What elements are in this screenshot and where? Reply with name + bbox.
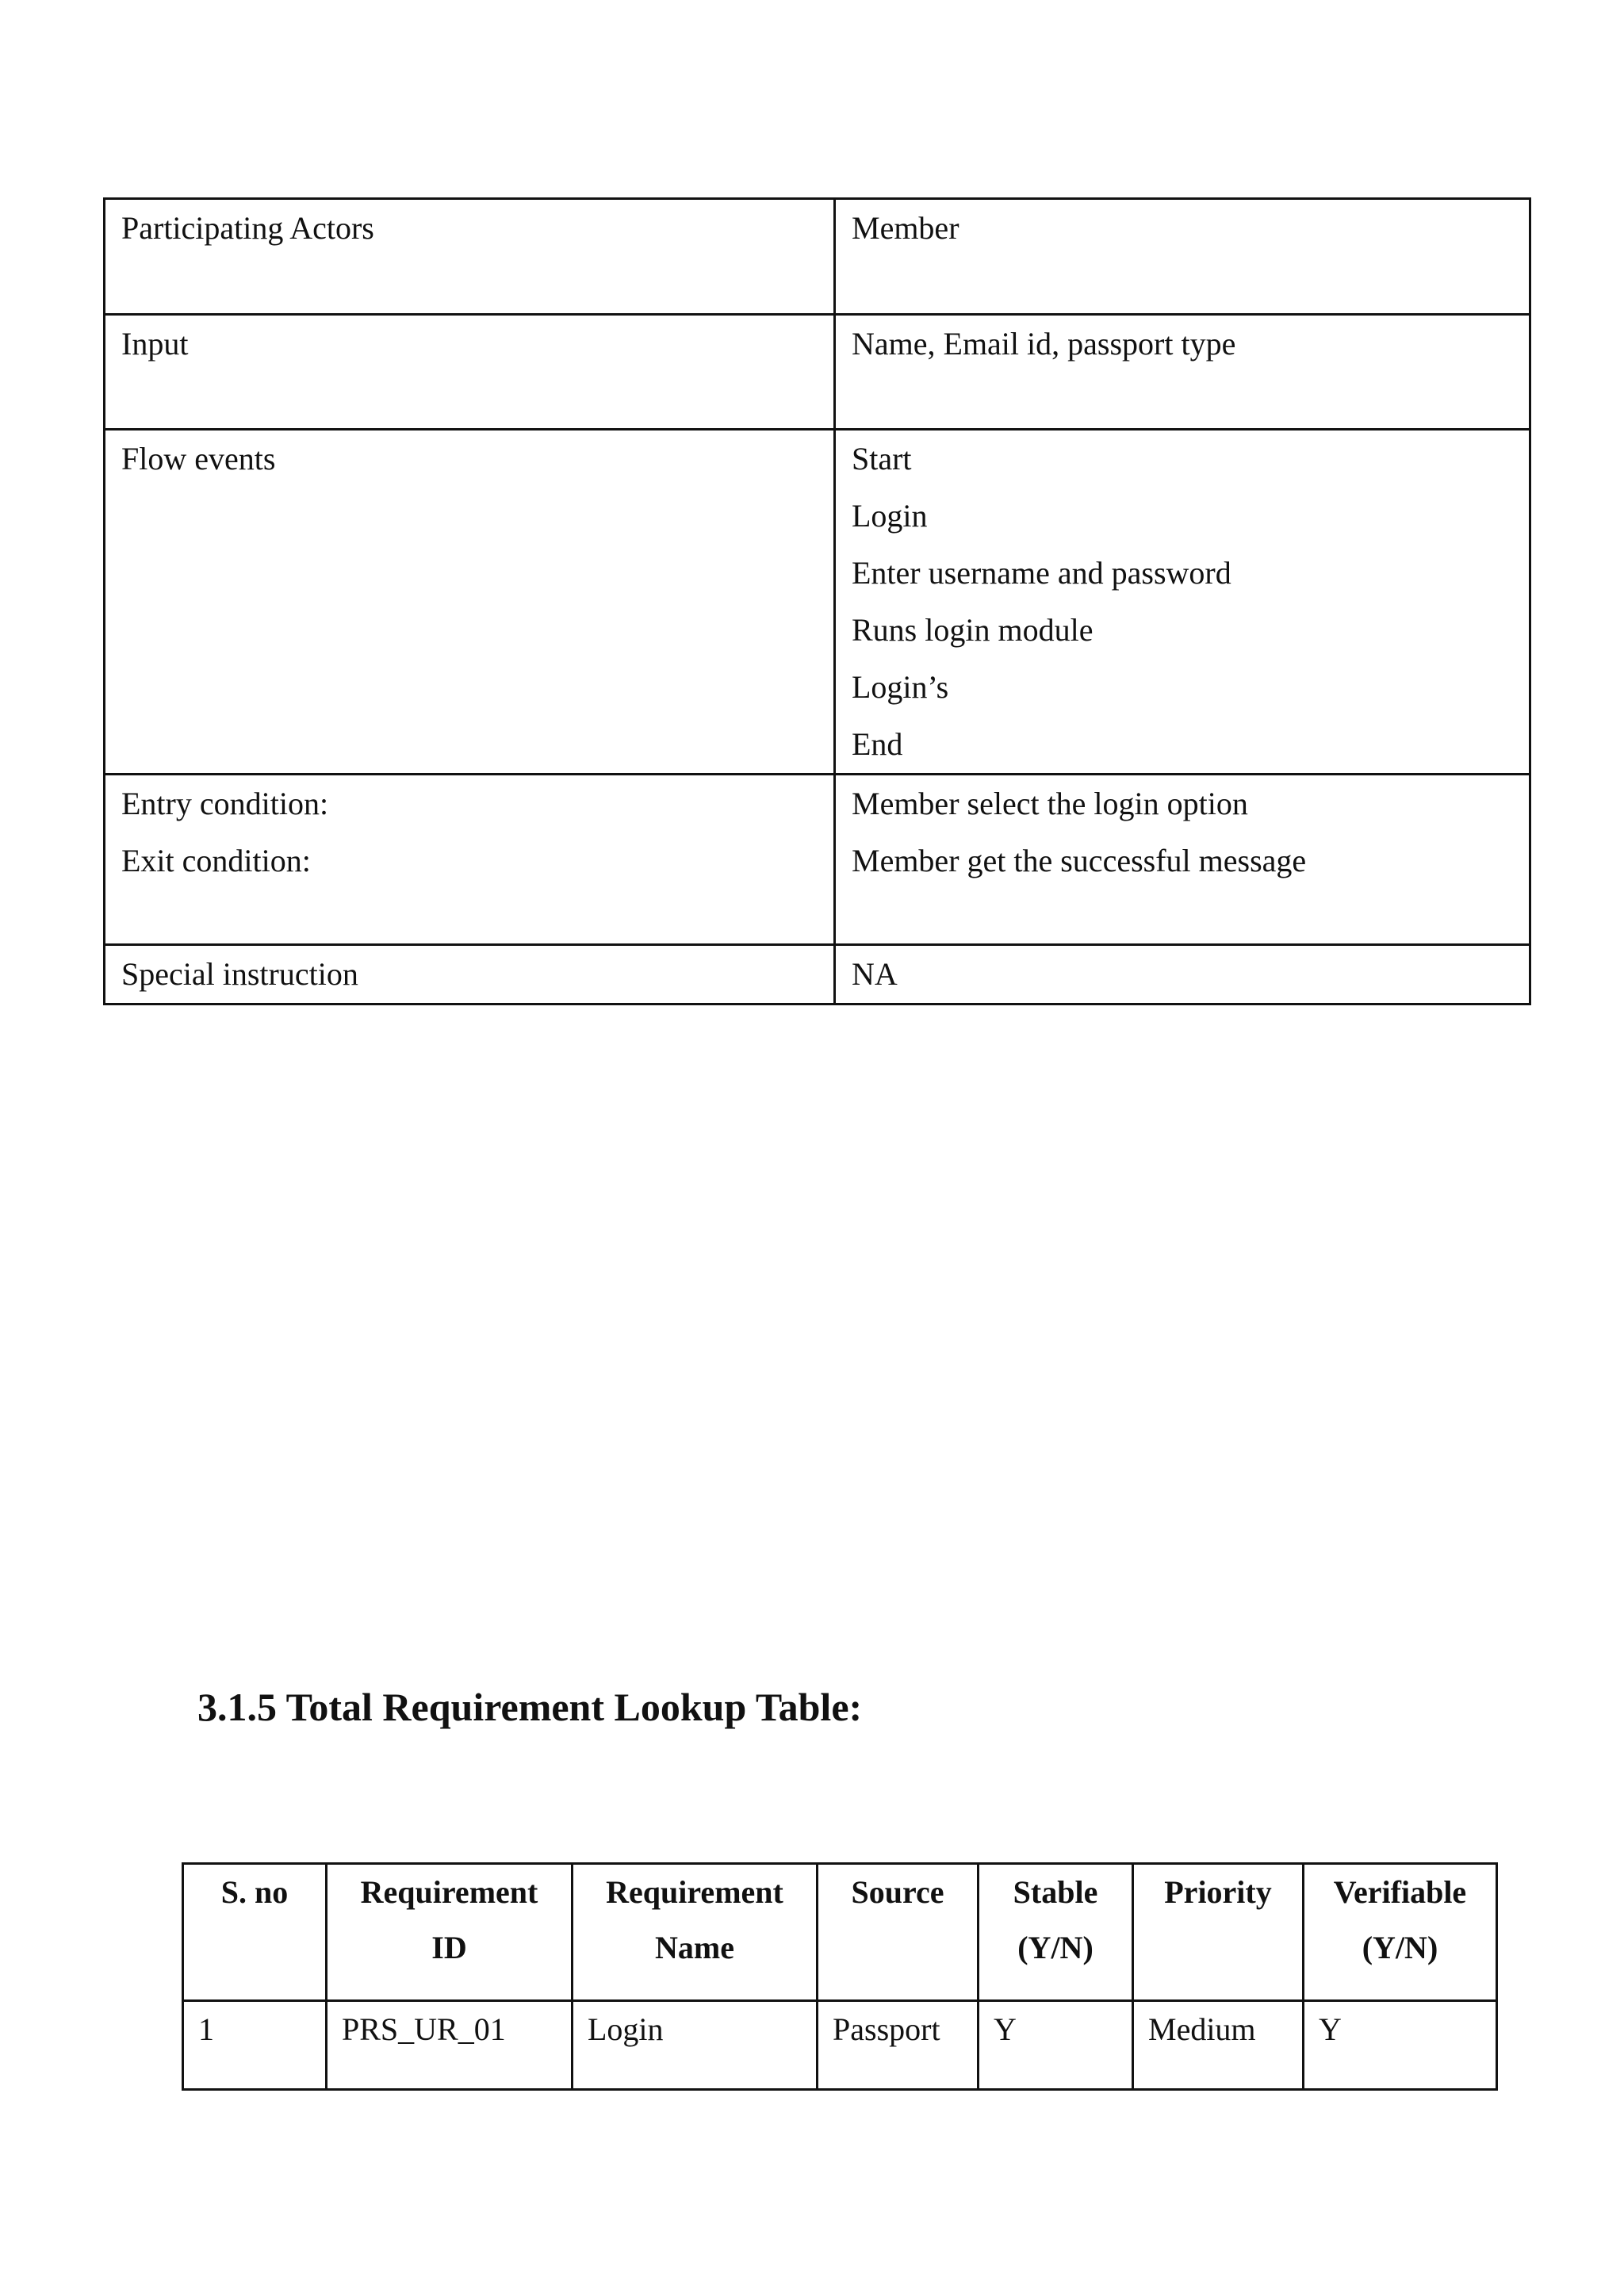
usecase-value-cell: [835, 945, 1530, 1004]
usecase-value: Name, Email id, passport type: [852, 326, 1236, 362]
usecase-row: [105, 315, 1530, 430]
entry-condition-value: Member select the login option: [852, 786, 1248, 821]
header-verifiable: Verifiable (Y/N): [1304, 1864, 1497, 2001]
usecase-value-cell: [835, 775, 1530, 945]
usecase-value: Member: [852, 210, 959, 246]
usecase-value-cell: [835, 315, 1530, 430]
flow-event-line: Login: [852, 498, 928, 534]
usecase-label: Input: [121, 326, 189, 362]
usecase-row: [105, 199, 1530, 315]
cell-sno: 1: [183, 2001, 327, 2090]
cell-source: Passport: [818, 2001, 979, 2090]
exit-condition-value: Member get the successful message: [852, 843, 1307, 878]
exit-condition-label: Exit condition:: [121, 843, 311, 878]
header-requirement-name: Requirement Name: [573, 1864, 818, 2001]
header-priority: Priority: [1133, 1864, 1304, 2001]
usecase-label: Special instruction: [121, 956, 358, 992]
usecase-value: NA: [852, 956, 898, 992]
header-source: Source: [818, 1864, 979, 2001]
usecase-label-cell: [105, 199, 835, 315]
header-sno: S. no: [183, 1864, 327, 2001]
table-row: [183, 2001, 1497, 2090]
usecase-row: [105, 945, 1530, 1004]
requirement-lookup-table: [182, 1862, 1498, 2091]
usecase-row: [105, 775, 1530, 945]
flow-event-line: Enter username and password: [852, 555, 1231, 591]
usecase-label-cell: [105, 945, 835, 1004]
cell-stable: Y: [979, 2001, 1133, 2090]
usecase-value-cell: [835, 199, 1530, 315]
usecase-table: [103, 197, 1531, 1005]
header-requirement-id: Requirement ID: [327, 1864, 573, 2001]
usecase-label-cell: [105, 430, 835, 775]
flow-event-line: Start: [852, 441, 912, 476]
usecase-label-cell: [105, 775, 835, 945]
cell-requirement-name: Login: [573, 2001, 818, 2090]
usecase-label: Participating Actors: [121, 210, 374, 246]
cell-requirement-id: PRS_UR_01: [327, 2001, 573, 2090]
flow-event-line: Login’s: [852, 669, 949, 705]
lookup-header-row: [183, 1864, 1497, 2001]
cell-priority: Medium: [1133, 2001, 1304, 2090]
cell-verifiable: Y: [1304, 2001, 1497, 2090]
usecase-value-cell: [835, 430, 1530, 775]
flow-event-line: End: [852, 726, 903, 762]
usecase-label: Flow events: [121, 441, 276, 476]
usecase-row: [105, 430, 1530, 775]
usecase-label-cell: [105, 315, 835, 430]
entry-condition-label: Entry condition:: [121, 786, 329, 821]
section-heading: 3.1.5 Total Requirement Lookup Table:: [197, 1685, 863, 1729]
header-stable: Stable (Y/N): [979, 1864, 1133, 2001]
flow-event-line: Runs login module: [852, 612, 1094, 648]
